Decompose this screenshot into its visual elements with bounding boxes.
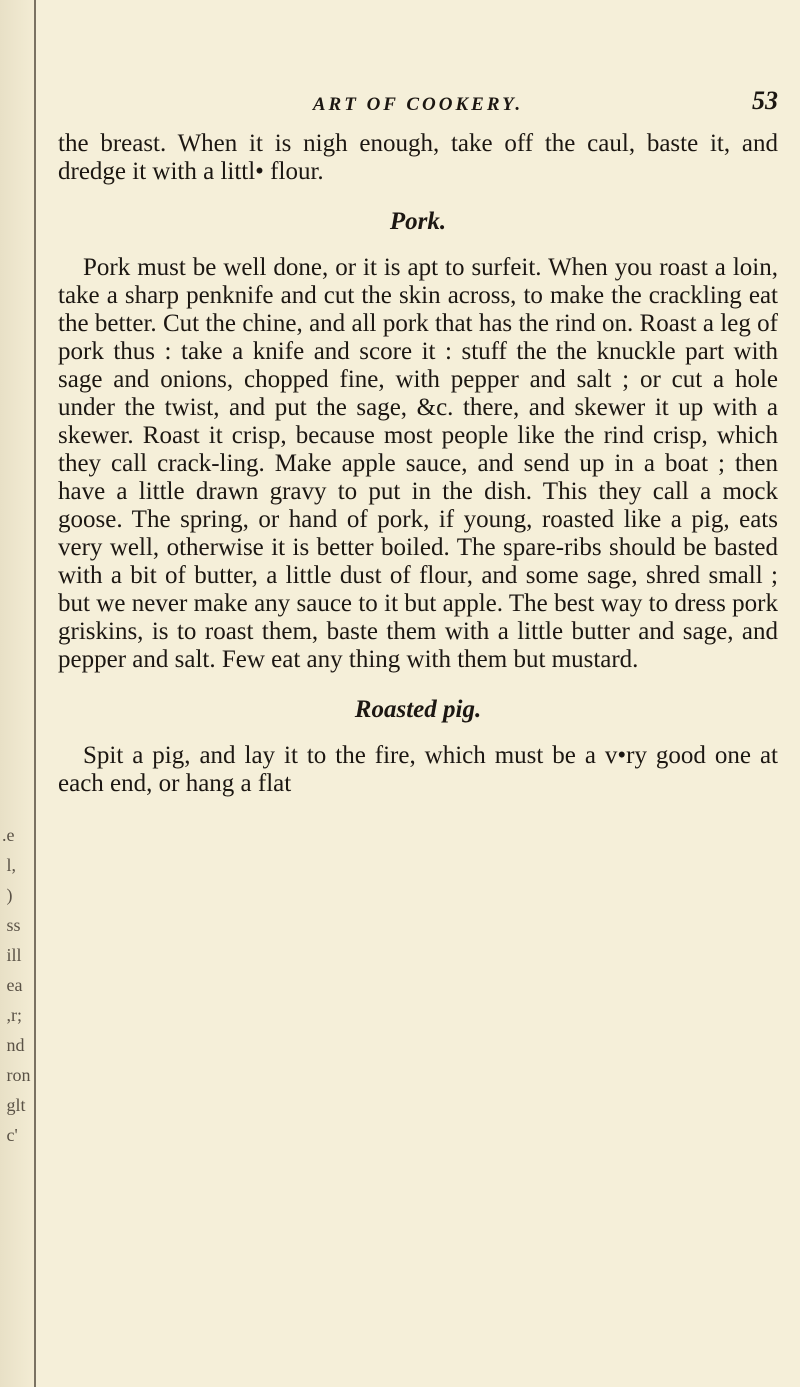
section-heading-pork: Pork.	[389, 208, 447, 235]
page-header	[58, 86, 778, 130]
gutter-edge	[34, 0, 36, 1387]
running-head: ART OF COOKERY.	[312, 94, 524, 115]
roasted-pig-paragraph: Spit a pig, and lay it to the fire, which must be a v•ry good one at each end, or hang a flat	[58, 742, 778, 797]
section-heading-roasted-pig: Roasted pig.	[354, 696, 482, 723]
book-gutter	[0, 0, 34, 1387]
page-content	[58, 86, 778, 798]
continuation-paragraph: the breast. When it is nigh enough, take off the caul, baste it, and dredge it with a littl• flour.	[58, 130, 778, 185]
facing-page-fragments: .e l, ) ss ill ea ,r; nd ron glt c'	[2, 825, 31, 1145]
page-number: 53	[752, 86, 778, 115]
pork-paragraph: Pork must be well done, or it is apt to surfeit. When you roast a loin, take a sharp penknife and cut the skin across, to make the crackling eat the better. Cut the chine, and all pork that has the rind on. Roast a leg of pork thus : take a knife and score it : stuff the the knuckle part with sage and onions, chopped fine, with pepper and salt ; or cut a hole under the twist, and put the sage, &c. there, and skewer it up with a skewer. Roast it crisp, because most people like the rind crisp, which they call crack-ling. Make apple sauce, and send up in a boat ; then have a little drawn gravy to put in the dish. This they call a mock goose. The spring, or hand of pork, if young, roasted like a pig, eats very well, otherwise it is better boiled. The spare-ribs should be basted with a bit of butter, a little dust of flour, and some sage, shred small ; but we never make any sauce to it but apple. The best way to dress pork griskins, is to roast them, baste them with a little butter and sage, and pepper and salt. Few eat any thing with them but mustard.	[58, 254, 778, 673]
